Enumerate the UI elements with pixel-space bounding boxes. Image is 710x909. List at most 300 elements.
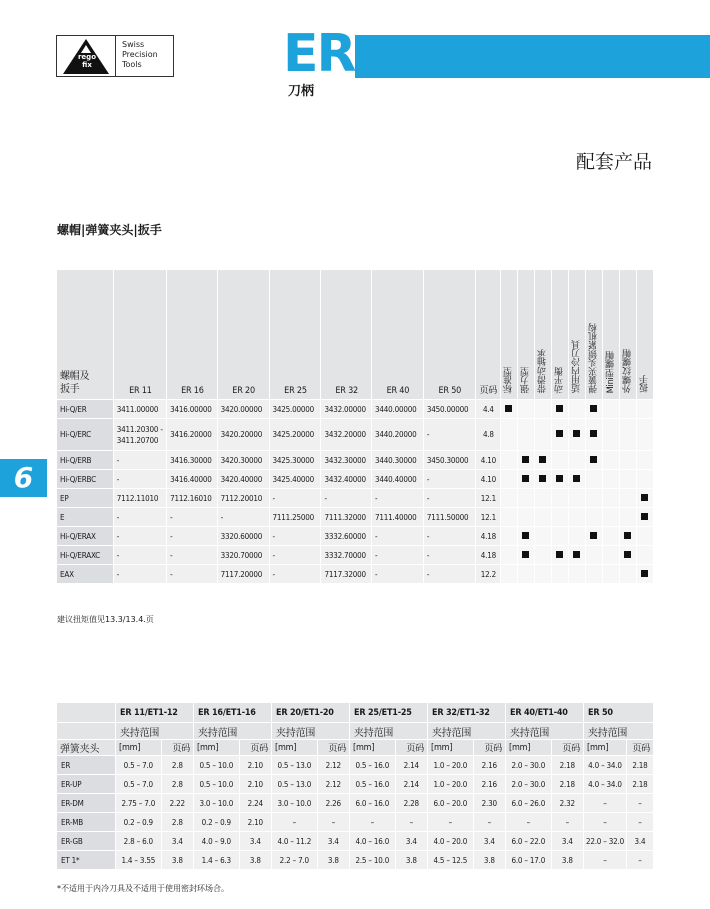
part-number-cell: 3432.40000 [321,470,372,489]
table-row [57,565,654,584]
header-corner [57,723,116,740]
page-ref-cell: 2.12 [318,775,350,794]
part-number-cell: 3420.40000 [218,470,270,489]
column-header: ER 11 [114,270,167,400]
table-row [57,489,654,508]
row-name: E [57,508,114,527]
range-label: 夹持范围 [194,723,272,740]
clamping-range-cell: 2.8 – 6.0 [116,832,162,851]
part-number-cell: - [114,527,167,546]
feature-cell [603,400,620,419]
header-corner [57,703,116,723]
page-ref-cell: 2.14 [396,775,428,794]
column-header: ER 32 [321,270,372,400]
page-ref-cell: 2.18 [552,775,584,794]
page-label: 页码 [396,740,428,756]
table-row [57,851,654,870]
unit-header-row [57,740,654,756]
feature-cell [501,546,518,565]
clamping-range-cell: 6.0 – 22.0 [506,832,552,851]
feature-cell [620,546,637,565]
feature-mark-icon [539,456,546,463]
page-ref-cell: 4.10 [476,470,501,489]
row-name: Hi-Q/ERC [57,419,114,451]
page-ref-cell: 12.1 [476,508,501,527]
page-ref-cell: 4.18 [476,546,501,565]
feature-cell [637,546,654,565]
feature-cell [620,527,637,546]
feature-mark-icon [573,430,580,437]
feature-cell [637,419,654,451]
page-ref-cell: 3.8 [318,851,350,870]
clamping-range-cell: 3.0 – 10.0 [194,794,240,813]
feature-cell [501,527,518,546]
feature-cell [603,451,620,470]
column-header: ER 50 [424,270,476,400]
part-number-cell: 7111.25000 [270,508,322,527]
feature-mark-icon [641,570,648,577]
table-row [57,794,654,813]
feature-header [535,270,552,400]
part-number-cell: 7112.16010 [167,489,218,508]
logo-line2: fix [82,61,92,69]
clamping-range-cell: 0.5 – 13.0 [272,775,318,794]
part-number-cell: 7111.40000 [372,508,424,527]
feature-cell [620,489,637,508]
page-ref-cell: 2.14 [396,756,428,775]
feature-cell [535,419,552,451]
feature-cell [552,400,569,419]
feature-cell [620,565,637,584]
clamping-range-cell: 2.2 – 7.0 [272,851,318,870]
collet-type: ET 1* [57,851,116,870]
clamping-range-cell: 4.0 – 34.0 [584,775,627,794]
page-label: 页码 [318,740,350,756]
collet-group-header: ER 16/ET1-16 [194,703,272,723]
part-number-cell: 3416.00000 [167,400,218,419]
feature-mark-icon [522,475,529,482]
feature-cell [637,470,654,489]
page-ref-cell: 3.8 [240,851,272,870]
feature-cell [552,419,569,451]
feature-header-label: 带滑动轴承 [537,348,548,393]
page-ref-cell: 3.4 [396,832,428,851]
feature-cell [637,508,654,527]
page-ref-cell: 3.8 [474,851,506,870]
nuts-wrenches-table [57,270,654,584]
clamping-range-cell: – [428,813,474,832]
page-ref-cell: 3.8 [162,851,194,870]
part-number-cell: - [114,508,167,527]
feature-cell [501,470,518,489]
feature-cell [501,508,518,527]
part-number-cell: 3432.30000 [321,451,372,470]
feature-cell [603,565,620,584]
logo-triangle [57,36,115,76]
feature-cell [552,546,569,565]
page-ref-cell: 4.8 [476,419,501,451]
clamping-range-cell: 4.0 – 16.0 [350,832,396,851]
table-row [57,527,654,546]
part-number-cell: - [424,565,476,584]
part-number-cell: - [270,546,322,565]
page-ref-cell: 3.4 [474,832,506,851]
group-header-row [57,703,654,723]
clamping-range-cell: 2.0 – 30.0 [506,775,552,794]
page-ref-cell: 2.22 [162,794,194,813]
brand-tagline [115,36,173,76]
page-ref-cell: 4.10 [476,451,501,470]
clamping-range-cell: 0.5 – 16.0 [350,775,396,794]
feature-mark-icon [573,551,580,558]
section-title: 配套产品 [575,151,652,173]
range-label: 夹持范围 [506,723,584,740]
part-number-cell: 3420.20000 [218,419,270,451]
part-number-cell: - [270,489,322,508]
feature-mark-icon [556,475,563,482]
page-ref-cell: 2.28 [396,794,428,813]
feature-cell [535,451,552,470]
clamping-range-cell: 0.2 – 0.9 [194,813,240,832]
part-number-cell: 3450.00000 [424,400,476,419]
table-row [57,400,654,419]
brand-logo [56,35,174,77]
part-number-cell: - [270,527,322,546]
page-label: 页码 [240,740,272,756]
unit-label: [mm] [194,740,240,756]
part-number-cell: - [167,565,218,584]
feature-cell [535,400,552,419]
unit-label: [mm] [272,740,318,756]
clamping-range-cell: 6.0 – 20.0 [428,794,474,813]
clamping-range-cell: 1.0 – 20.0 [428,756,474,775]
page-ref-cell: – [627,851,654,870]
unit-label: [mm] [350,740,396,756]
collet-type: ER-DM [57,794,116,813]
part-number-cell: - [321,489,372,508]
clamping-range-cell: 2.0 – 30.0 [506,756,552,775]
table-row [57,470,654,489]
part-number-cell: 3425.20000 [270,419,322,451]
range-label: 夹持范围 [584,723,654,740]
part-number-cell: - [114,470,167,489]
feature-cell [552,527,569,546]
feature-cell [603,546,620,565]
clamping-range-cell: 1.4 – 6.3 [194,851,240,870]
part-number-cell: 3440.20000 [372,419,424,451]
clamping-range-cell: 2.75 – 7.0 [116,794,162,813]
part-number-cell: - [424,527,476,546]
clamping-range-cell: 0.5 – 10.0 [194,756,240,775]
clamping-range-cell: 4.0 – 11.2 [272,832,318,851]
feature-cell [535,489,552,508]
feature-header-label: Mini型螺帽 [605,350,616,393]
feature-header [518,270,535,400]
page-ref-cell: 3.4 [240,832,272,851]
clamping-range-cell: 4.5 – 12.5 [428,851,474,870]
clamping-range-cell: 0.5 – 7.0 [116,756,162,775]
column-header: ER 16 [167,270,218,400]
feature-cell [569,565,586,584]
part-number-cell: - [372,527,424,546]
page-title: ER [283,24,355,84]
feature-cell [552,470,569,489]
feature-header-label: 标准型 [503,366,514,393]
feature-cell [569,451,586,470]
feature-mark-icon [590,405,597,412]
clamping-range-cell: 0.5 – 7.0 [116,775,162,794]
feature-cell [586,527,603,546]
part-number-cell [114,419,167,451]
part-number-cell: 3416.30000 [167,451,218,470]
part-number-cell: 3432.20000 [321,419,372,451]
page-ref-cell: 2.16 [474,775,506,794]
feature-cell [603,508,620,527]
page-ref-cell: 2.10 [240,775,272,794]
collet-group-header: ER 40/ET1-40 [506,703,584,723]
part-number-cell: - [372,489,424,508]
feature-header-label: 扳手 [639,375,650,393]
feature-header [603,270,620,400]
table-row [57,546,654,565]
logo-line1: rego [77,53,97,61]
feature-cell [586,470,603,489]
range-label: 夹持范围 [272,723,350,740]
part-number-cell: 3420.00000 [218,400,270,419]
page-ref-cell: 2.32 [552,794,584,813]
feature-cell [535,565,552,584]
part-number-cell: 3425.00000 [270,400,322,419]
feature-cell [535,527,552,546]
feature-cell [535,470,552,489]
clamping-range-cell: – [350,813,396,832]
feature-mark-icon [641,513,648,520]
part-number-cell: 7111.50000 [424,508,476,527]
feature-cell [620,419,637,451]
page-ref-cell: – [627,794,654,813]
feature-header [552,270,569,400]
feature-mark-icon [556,430,563,437]
feature-cell [501,565,518,584]
part-number-cell: - [114,546,167,565]
feature-cell [620,451,637,470]
collets-table [57,703,654,870]
subsection-title: 螺帽|弹簧夹头|扳手 [57,223,162,237]
page-ref-cell: 3.8 [552,851,584,870]
feature-cell [518,470,535,489]
page-ref-cell: 2.30 [474,794,506,813]
feature-cell [501,451,518,470]
range-label: 夹持范围 [116,723,194,740]
tagline-line: Swiss [122,40,145,49]
clamping-range-cell: 6.0 – 17.0 [506,851,552,870]
part-number-cell: - [270,565,322,584]
page-ref-cell: – [627,813,654,832]
page-ref-cell: 4.18 [476,527,501,546]
feature-cell [637,451,654,470]
feature-header-label: 适用内冷刀具 [571,340,582,393]
feature-cell [620,508,637,527]
feature-cell [586,419,603,451]
feature-cell [552,451,569,470]
part-number-cell: 3416.40000 [167,470,218,489]
collet-group-header: ER 32/ET1-32 [428,703,506,723]
feature-cell [603,489,620,508]
part-number-cell: - [167,546,218,565]
feature-cell [603,419,620,451]
clamping-range-cell: – [584,813,627,832]
table-row [57,508,654,527]
feature-cell [552,508,569,527]
footnote: *不适用于内冷刀具及不适用于使用密封环场合。 [57,884,229,893]
page-ref-cell: 2.24 [240,794,272,813]
page-ref-cell: 3.4 [318,832,350,851]
feature-cell [535,508,552,527]
collet-type: ER-MB [57,813,116,832]
feature-cell [586,400,603,419]
feature-cell [552,565,569,584]
clamping-range-cell: 4.0 – 9.0 [194,832,240,851]
collet-group-header: ER 50 [584,703,654,723]
part-number-cell: - [424,470,476,489]
feature-header-label: 动平衡 [554,366,565,393]
feature-cell [569,546,586,565]
clamping-range-cell: 0.5 – 13.0 [272,756,318,775]
collet-type: ER [57,756,116,775]
feature-cell [518,546,535,565]
part-number-cell: 3320.60000 [218,527,270,546]
collet-type: ER-GB [57,832,116,851]
feature-mark-icon [573,475,580,482]
page-label: 页码 [627,740,654,756]
tagline-line: Precision [122,50,158,59]
page-ref-cell: 2.12 [318,756,350,775]
part-number-cell: 3425.30000 [270,451,322,470]
part-number-cell: 3416.20000 [167,419,218,451]
feature-header [586,270,603,400]
feature-cell [535,546,552,565]
page-label: 页码 [162,740,194,756]
page-ref-cell: – [552,813,584,832]
feature-mark-icon [590,532,597,539]
row-name: Hi-Q/ERAX [57,527,114,546]
table-row [57,775,654,794]
part-number-cell: - [424,489,476,508]
row-name: Hi-Q/ERAXC [57,546,114,565]
part-number-cell: 3411.00000 [114,400,167,419]
feature-cell [637,489,654,508]
feature-cell [586,489,603,508]
feature-header-label: 外螺纹螺帽 [622,348,633,393]
collet-group-header: ER 20/ET1-20 [272,703,350,723]
feature-cell [518,565,535,584]
clamping-range-cell: 4.0 – 20.0 [428,832,474,851]
page-ref-cell: – [318,813,350,832]
page-ref-cell: – [396,813,428,832]
part-number-cell: - [372,546,424,565]
row-header-line: 扳手 [60,384,80,395]
unit-label: [mm] [428,740,474,756]
clamping-range-cell: 1.0 – 20.0 [428,775,474,794]
collet-group-header: ER 25/ET1-25 [350,703,428,723]
feature-mark-icon [556,551,563,558]
part-number-line: 3411.20700 [116,435,159,445]
feature-mark-icon [641,494,648,501]
row-header-cell [57,270,114,400]
feature-mark-icon [522,532,529,539]
part-number-cell: 7112.20010 [218,489,270,508]
page-ref-cell: 2.8 [162,813,194,832]
page-ref-cell: 4.4 [476,400,501,419]
part-number-cell: 3332.60000 [321,527,372,546]
part-number-cell: - [372,565,424,584]
feature-mark-icon [522,551,529,558]
page-ref-cell: 2.18 [627,756,654,775]
feature-header [637,270,654,400]
feature-mark-icon [590,456,597,463]
feature-mark-icon [522,456,529,463]
feature-mark-icon [624,551,631,558]
page-ref-cell: 2.26 [318,794,350,813]
page-ref-cell: 12.2 [476,565,501,584]
feature-header-label: 强力型 [520,366,531,393]
clamping-range-cell: 0.5 – 16.0 [350,756,396,775]
part-number-cell: 7117.32000 [321,565,372,584]
clamping-range-cell: 0.2 – 0.9 [116,813,162,832]
part-number-cell: - [424,546,476,565]
feature-header [620,270,637,400]
feature-cell [518,527,535,546]
table-row [57,813,654,832]
collet-type: ER-UP [57,775,116,794]
table-header-row [57,270,654,400]
page-label: 页码 [552,740,584,756]
part-number-line: 3411.20300 - [116,424,163,434]
feature-cell [637,400,654,419]
clamping-range-cell: 22.0 – 32.0 [584,832,627,851]
row-name: Hi-Q/ERB [57,451,114,470]
clamping-range-cell: 2.5 – 10.0 [350,851,396,870]
feature-cell [518,419,535,451]
page-subtitle: 刀柄 [288,84,315,99]
page-ref-cell: 3.8 [396,851,428,870]
table-row [57,832,654,851]
page-ref-cell: 3.4 [627,832,654,851]
chapter-tab: 6 [0,459,47,497]
feature-cell [518,489,535,508]
page-ref-cell: 2.18 [627,775,654,794]
feature-cell [586,451,603,470]
row-name: Hi-Q/ERBC [57,470,114,489]
clamping-range-cell: 6.0 – 26.0 [506,794,552,813]
page-ref-cell: 3.4 [552,832,584,851]
clamping-range-cell: 1.4 – 3.55 [116,851,162,870]
feature-cell [569,419,586,451]
feature-cell [637,527,654,546]
feature-cell [586,565,603,584]
part-number-cell: 3440.00000 [372,400,424,419]
part-number-cell: - [114,451,167,470]
part-number-cell: 3432.00000 [321,400,372,419]
page-ref-cell: 2.18 [552,756,584,775]
part-number-cell: 7111.32000 [321,508,372,527]
row-name: Hi-Q/ER [57,400,114,419]
clamping-range-cell: 0.5 – 10.0 [194,775,240,794]
feature-cell [518,400,535,419]
feature-cell [501,419,518,451]
part-number-cell: 7112.11010 [114,489,167,508]
row-header-line: 螺帽及 [60,371,90,382]
